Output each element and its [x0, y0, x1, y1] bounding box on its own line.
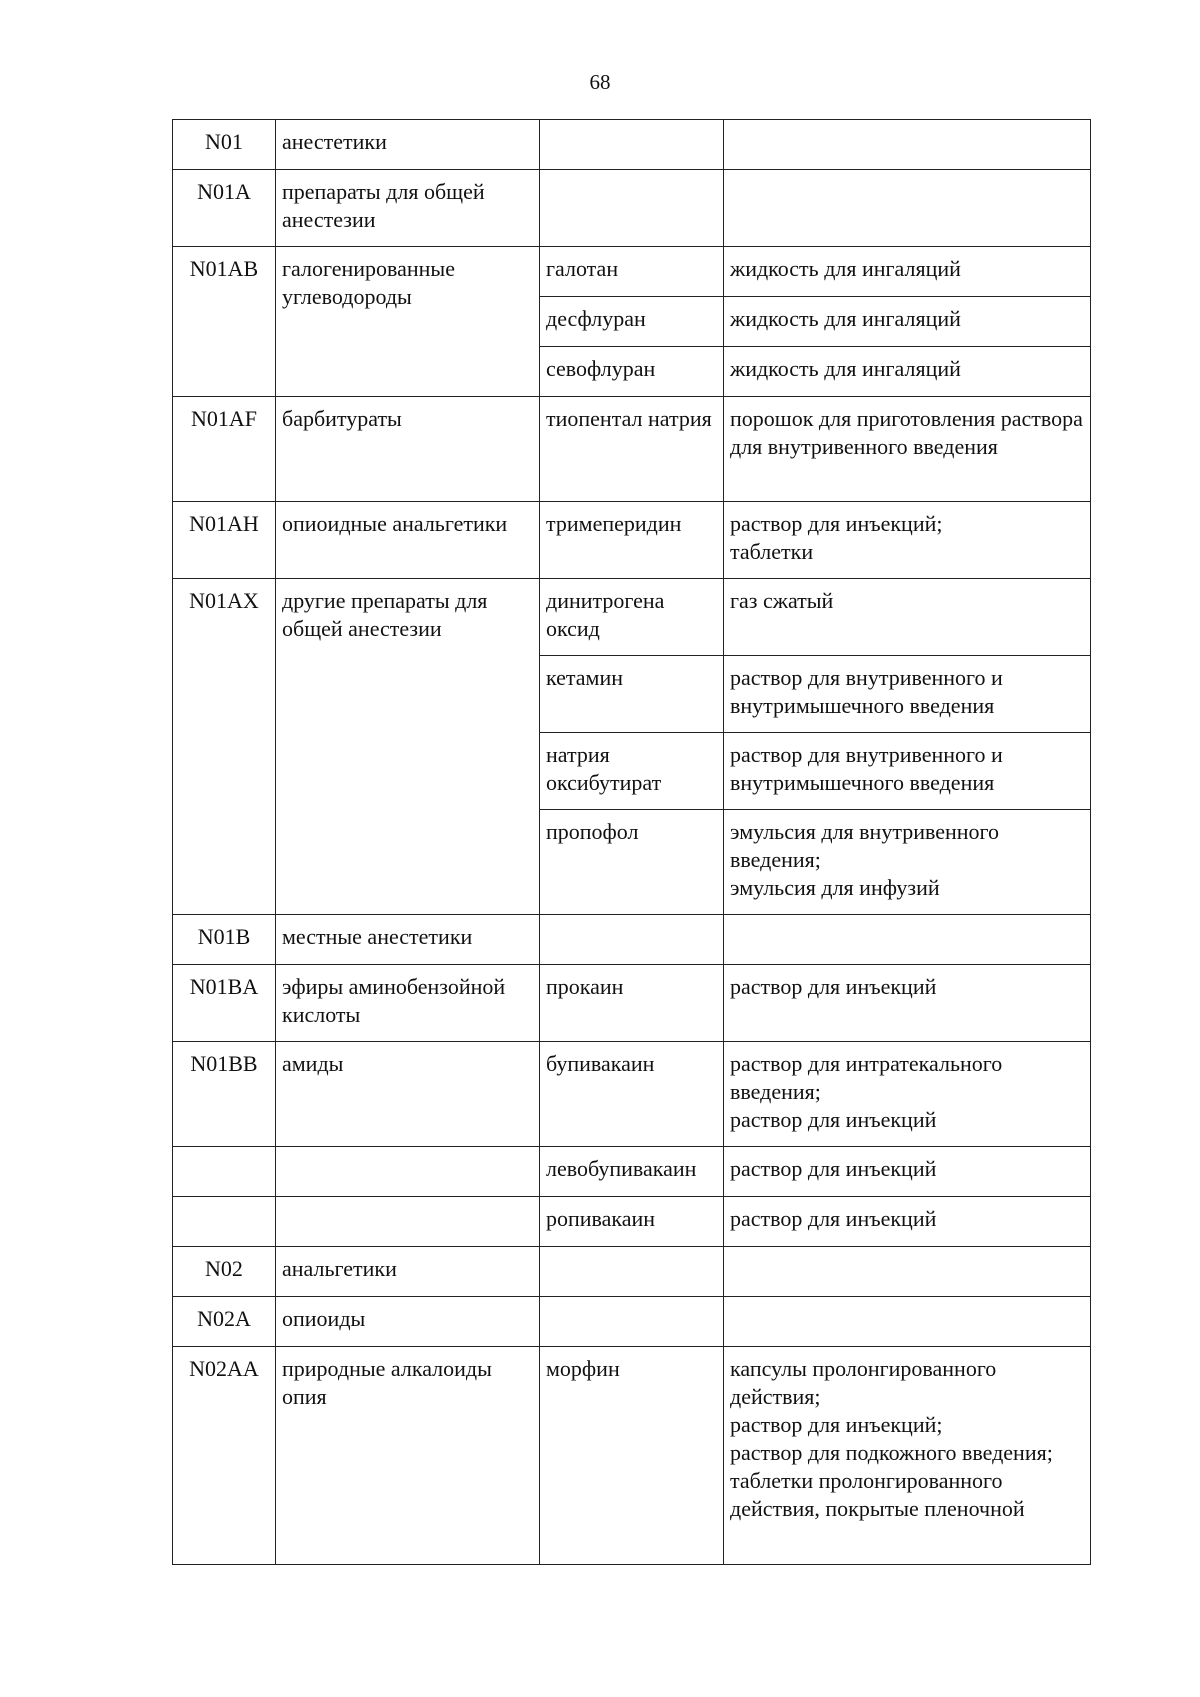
atc-code: N01AH — [173, 502, 276, 579]
atc-code: N01B — [173, 915, 276, 965]
dosage-forms — [724, 120, 1091, 170]
dosage-forms — [724, 915, 1091, 965]
dosage-forms — [724, 579, 1091, 656]
table-row — [173, 915, 1091, 965]
atc-code: N01BA — [173, 965, 276, 1042]
table-row — [173, 120, 1091, 170]
dosage-forms — [724, 656, 1091, 733]
atc-code — [173, 1147, 276, 1197]
dosage-form: жидкость для ингаляций — [730, 356, 961, 381]
drug-name: динитрогена оксид — [540, 579, 724, 656]
atc-group — [276, 1197, 540, 1247]
drug-name — [540, 915, 724, 965]
dosage-form: эмульсия для внутривенного введения; — [730, 819, 1000, 872]
table-row — [173, 1147, 1091, 1197]
drug-name: кетамин — [540, 656, 724, 733]
table-row — [173, 1197, 1091, 1247]
table-row — [173, 1347, 1091, 1565]
dosage-form: капсулы пролонгированного действия; — [730, 1356, 997, 1409]
atc-code: N01AX — [173, 579, 276, 915]
dosage-form: порошок для приготовления раствора для внутривенного введения — [730, 406, 1083, 459]
drug-name: пропофол — [540, 810, 724, 915]
atc-group: анальгетики — [276, 1247, 540, 1297]
dosage-forms — [724, 170, 1091, 247]
atc-group: амиды — [276, 1042, 540, 1147]
atc-group: галогенированные углеводороды — [276, 247, 540, 397]
table-row — [173, 1297, 1091, 1347]
drug-name: морфин — [540, 1347, 724, 1565]
dosage-forms — [724, 1042, 1091, 1147]
drug-name — [540, 170, 724, 247]
dosage-form: раствор для инъекций; — [730, 1412, 943, 1437]
drug-name: ропивакаин — [540, 1197, 724, 1247]
atc-code — [173, 1197, 276, 1247]
drug-name — [540, 120, 724, 170]
dosage-forms — [724, 397, 1091, 502]
atc-code: N02AA — [173, 1347, 276, 1565]
dosage-forms — [724, 810, 1091, 915]
atc-group — [276, 1147, 540, 1197]
drug-name — [540, 1297, 724, 1347]
dosage-form: таблетки — [730, 539, 814, 564]
dosage-forms — [724, 965, 1091, 1042]
atc-group: другие препараты для общей анестезии — [276, 579, 540, 915]
drug-name: прокаин — [540, 965, 724, 1042]
table-row — [173, 1042, 1091, 1147]
dosage-forms — [724, 297, 1091, 347]
atc-code: N01AF — [173, 397, 276, 502]
dosage-forms — [724, 1297, 1091, 1347]
drug-name: натрия оксибутират — [540, 733, 724, 810]
dosage-form: раствор для инъекций; — [730, 511, 943, 536]
atc-code: N01 — [173, 120, 276, 170]
atc-group: анестетики — [276, 120, 540, 170]
dosage-form: раствор для внутривенного и внутримышечного введения — [730, 665, 1003, 718]
atc-group: препараты для общей анестезии — [276, 170, 540, 247]
dosage-forms — [724, 347, 1091, 397]
dosage-form: раствор для инъекций — [730, 1156, 937, 1181]
dosage-form: раствор для инъекций — [730, 974, 937, 999]
dosage-forms — [724, 733, 1091, 810]
table-row — [173, 579, 1091, 656]
page-number: 68 — [589, 70, 611, 94]
dosage-forms — [724, 1147, 1091, 1197]
table-row — [173, 247, 1091, 297]
dosage-form: таблетки пролонгированного действия, покрытые пленочной — [730, 1468, 1025, 1521]
drug-name: десфлуран — [540, 297, 724, 347]
dosage-form: жидкость для ингаляций — [730, 256, 961, 281]
table-row — [173, 1247, 1091, 1297]
dosage-form: эмульсия для инфузий — [730, 875, 940, 900]
dosage-forms — [724, 247, 1091, 297]
drug-name: тиопентал натрия — [540, 397, 724, 502]
drug-name: севофлуран — [540, 347, 724, 397]
table-row — [173, 502, 1091, 579]
atc-code: N01AB — [173, 247, 276, 397]
drug-name: галотан — [540, 247, 724, 297]
atc-code: N02 — [173, 1247, 276, 1297]
drug-name: бупивакаин — [540, 1042, 724, 1147]
atc-group: опиоиды — [276, 1297, 540, 1347]
atc-code: N02A — [173, 1297, 276, 1347]
atc-group: опиоидные анальгетики — [276, 502, 540, 579]
drug-table — [172, 119, 1091, 1565]
dosage-forms — [724, 1197, 1091, 1247]
table-row — [173, 965, 1091, 1042]
atc-group: эфиры аминобензойной кислоты — [276, 965, 540, 1042]
drug-name: левобупивакаин — [540, 1147, 724, 1197]
table-row — [173, 170, 1091, 247]
dosage-forms — [724, 502, 1091, 579]
atc-group: местные анестетики — [276, 915, 540, 965]
atc-code: N01A — [173, 170, 276, 247]
table-row — [173, 397, 1091, 502]
dosage-forms — [724, 1247, 1091, 1297]
atc-code: N01BB — [173, 1042, 276, 1147]
drug-name: тримеперидин — [540, 502, 724, 579]
dosage-form: раствор для интратекального введения; — [730, 1051, 1003, 1104]
dosage-form: раствор для инъекций — [730, 1206, 937, 1231]
dosage-form: жидкость для ингаляций — [730, 306, 961, 331]
atc-group: природные алкалоиды опия — [276, 1347, 540, 1565]
drug-name — [540, 1247, 724, 1297]
dosage-form: раствор для инъекций — [730, 1107, 937, 1132]
dosage-form: раствор для внутривенного и внутримышечного введения — [730, 742, 1003, 795]
dosage-form: газ сжатый — [730, 588, 834, 613]
dosage-form: раствор для подкожного введения; — [730, 1440, 1053, 1465]
dosage-forms — [724, 1347, 1091, 1565]
atc-group: барбитураты — [276, 397, 540, 502]
